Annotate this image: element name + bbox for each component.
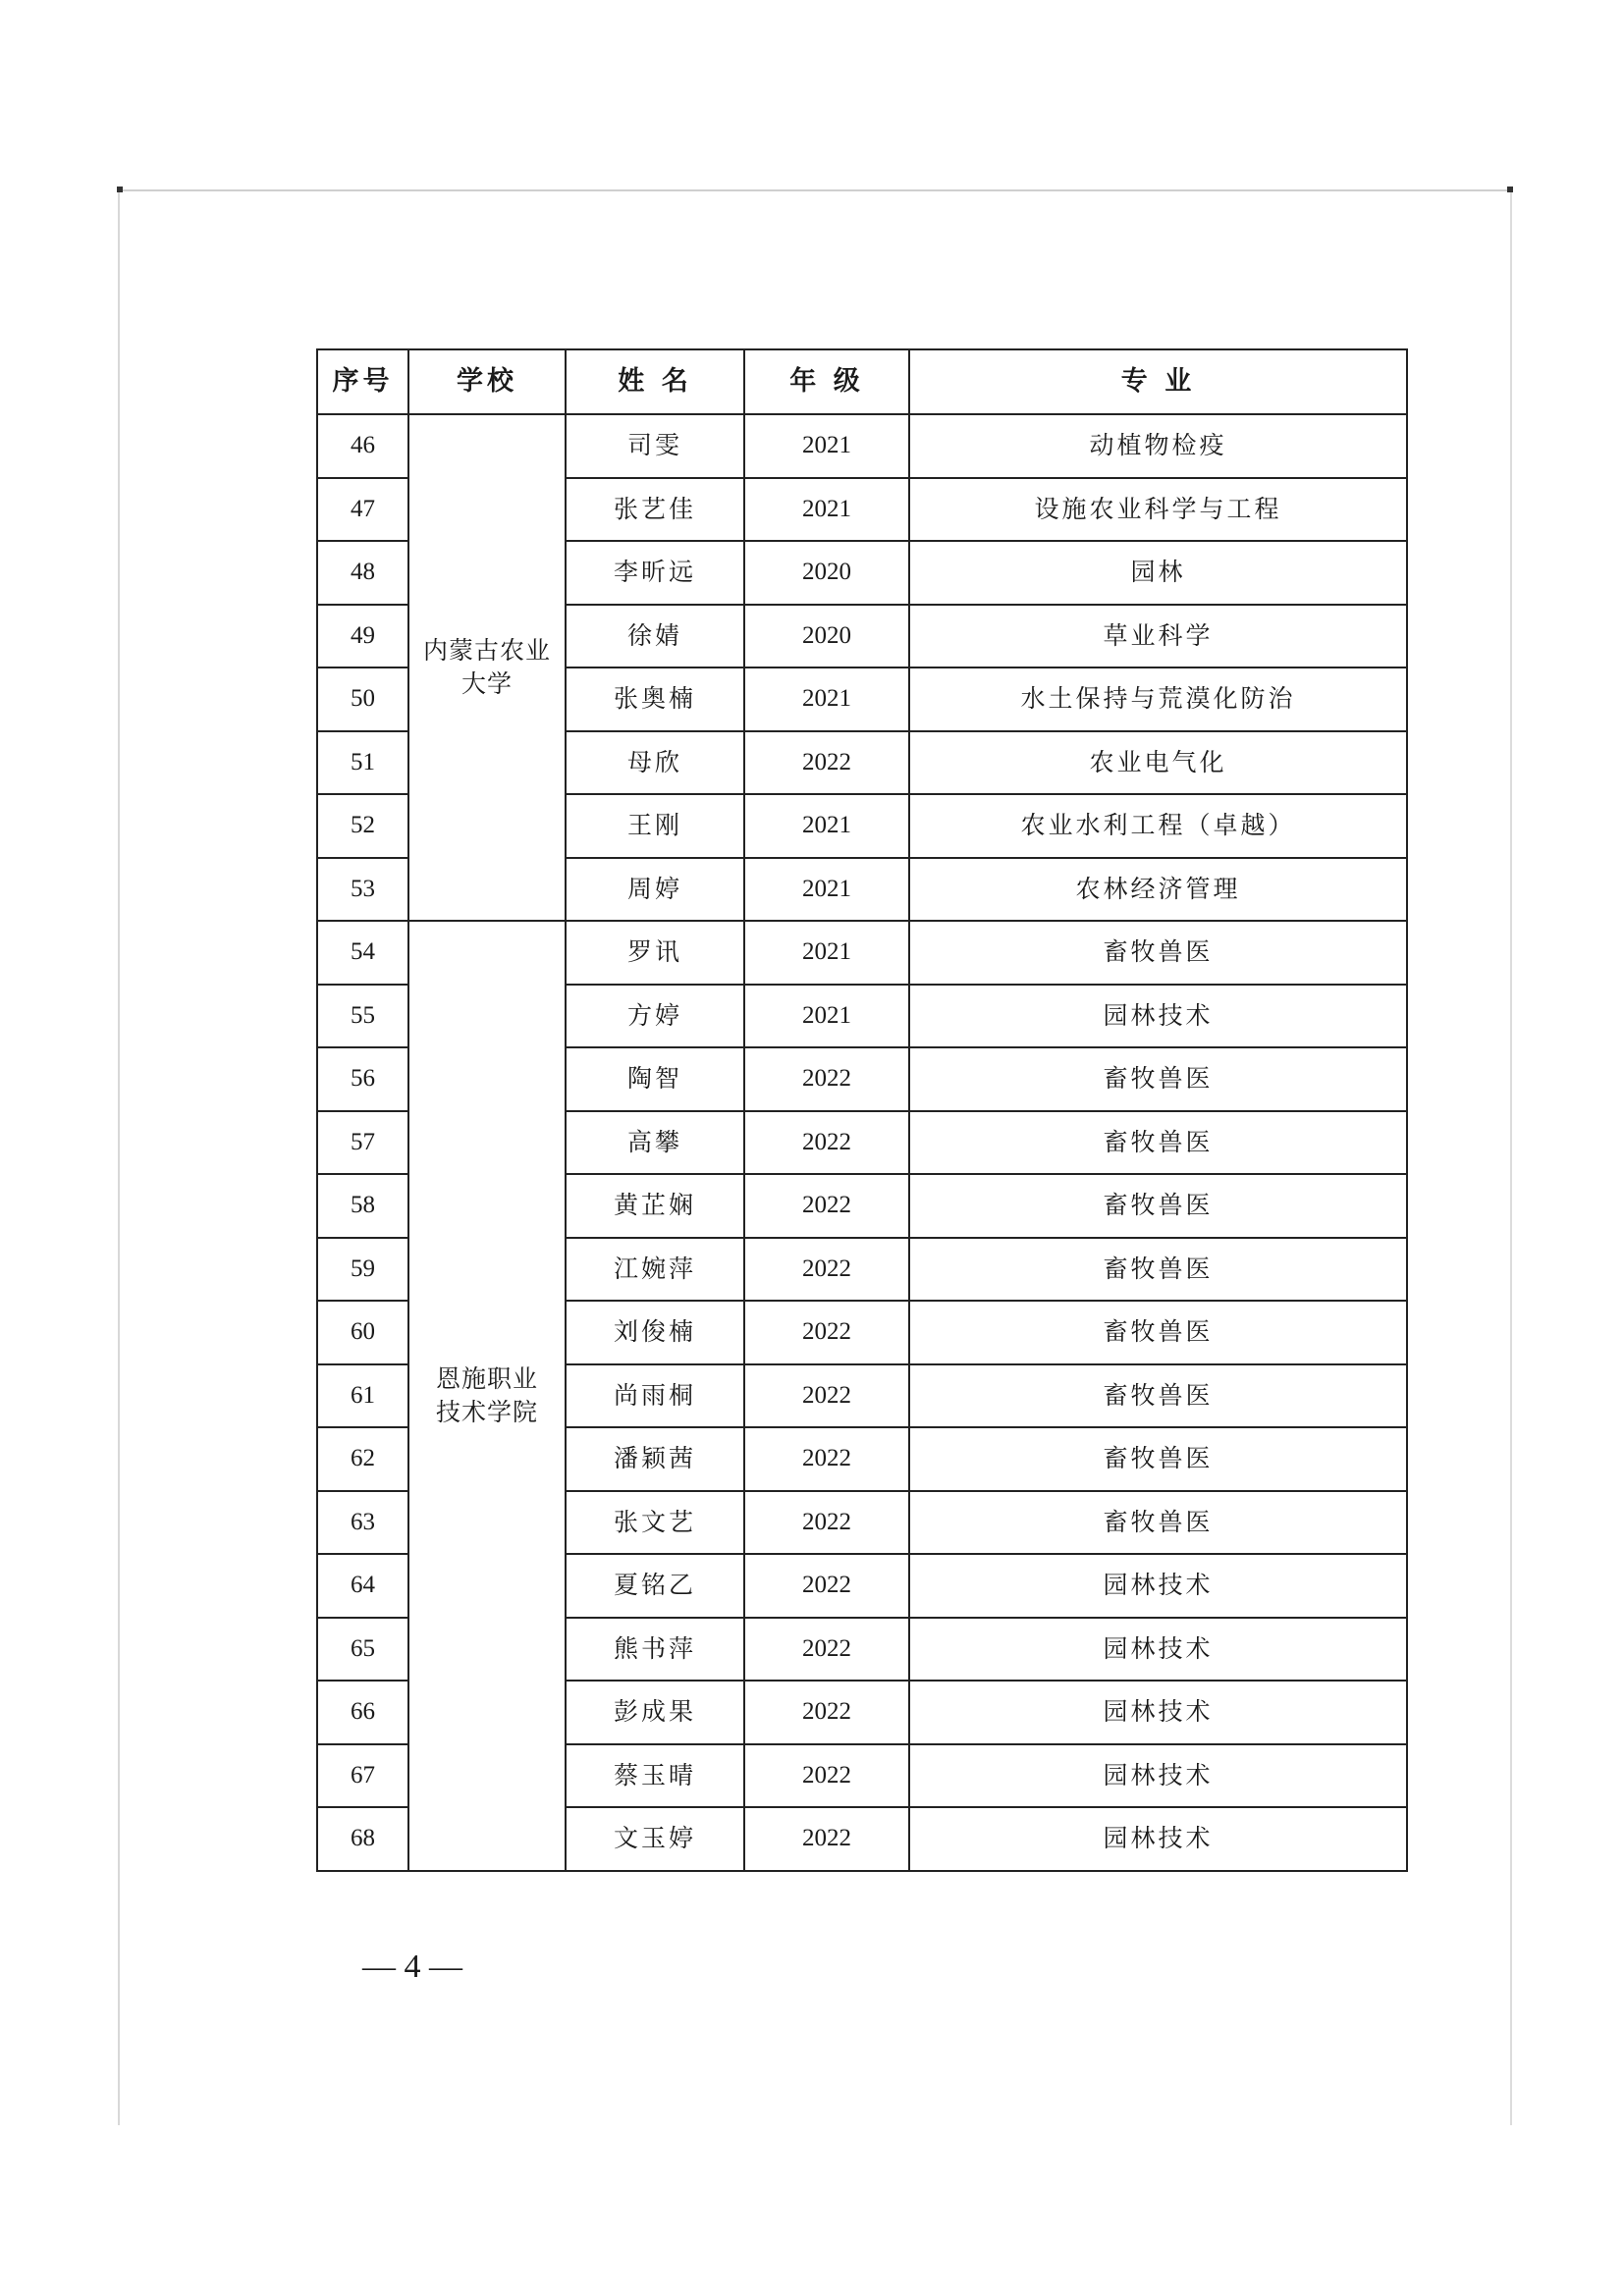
student-grade: 2022 <box>744 1744 909 1808</box>
row-number: 68 <box>317 1807 408 1871</box>
student-grade: 2022 <box>744 1238 909 1302</box>
header-index: 序号 <box>317 349 408 414</box>
row-number: 64 <box>317 1554 408 1618</box>
student-major: 园林 <box>909 541 1407 605</box>
table-header-row <box>317 349 1407 414</box>
student-grade: 2020 <box>744 541 909 605</box>
student-major: 园林技术 <box>909 1807 1407 1871</box>
corner-mark <box>117 187 123 192</box>
page-number: — 4 — <box>362 1949 462 1985</box>
row-number: 66 <box>317 1681 408 1744</box>
student-name: 江婉萍 <box>566 1238 744 1302</box>
row-number: 60 <box>317 1301 408 1364</box>
row-number: 52 <box>317 794 408 858</box>
student-major: 畜牧兽医 <box>909 1111 1407 1175</box>
row-number: 67 <box>317 1744 408 1808</box>
student-name: 王刚 <box>566 794 744 858</box>
student-major: 园林技术 <box>909 1618 1407 1682</box>
table-row <box>317 921 1407 985</box>
row-number: 58 <box>317 1174 408 1238</box>
table-body <box>317 414 1407 1871</box>
student-name: 张奥楠 <box>566 667 744 731</box>
student-major: 畜牧兽医 <box>909 1047 1407 1111</box>
student-major: 园林技术 <box>909 985 1407 1048</box>
student-grade: 2022 <box>744 731 909 795</box>
row-number: 65 <box>317 1618 408 1682</box>
student-grade: 2021 <box>744 667 909 731</box>
student-grade: 2022 <box>744 1427 909 1491</box>
scan-edge-right <box>1510 191 1512 2125</box>
student-name: 张文艺 <box>566 1491 744 1555</box>
row-number: 61 <box>317 1364 408 1428</box>
header-major: 专 业 <box>909 349 1407 414</box>
student-grade: 2022 <box>744 1047 909 1111</box>
student-major: 设施农业科学与工程 <box>909 478 1407 542</box>
row-number: 50 <box>317 667 408 731</box>
student-name: 司雯 <box>566 414 744 478</box>
student-major: 动植物检疫 <box>909 414 1407 478</box>
student-grade: 2022 <box>744 1364 909 1428</box>
table-row <box>317 414 1407 478</box>
student-grade: 2022 <box>744 1807 909 1871</box>
row-number: 55 <box>317 985 408 1048</box>
student-grade: 2022 <box>744 1491 909 1555</box>
row-number: 59 <box>317 1238 408 1302</box>
student-name: 李昕远 <box>566 541 744 605</box>
student-grade: 2022 <box>744 1554 909 1618</box>
row-number: 51 <box>317 731 408 795</box>
student-name: 陶智 <box>566 1047 744 1111</box>
student-major: 畜牧兽医 <box>909 1427 1407 1491</box>
student-grade: 2021 <box>744 985 909 1048</box>
student-major: 畜牧兽医 <box>909 921 1407 985</box>
row-number: 53 <box>317 858 408 922</box>
student-major: 畜牧兽医 <box>909 1238 1407 1302</box>
student-major: 畜牧兽医 <box>909 1301 1407 1364</box>
student-major: 园林技术 <box>909 1554 1407 1618</box>
student-name: 熊书萍 <box>566 1618 744 1682</box>
student-grade: 2021 <box>744 794 909 858</box>
student-grade: 2021 <box>744 858 909 922</box>
student-major: 畜牧兽医 <box>909 1174 1407 1238</box>
scan-edge-left <box>118 191 120 2125</box>
student-grade: 2022 <box>744 1618 909 1682</box>
header-grade: 年 级 <box>744 349 909 414</box>
student-name: 罗讯 <box>566 921 744 985</box>
school-name-line: 内蒙古农业 <box>422 636 551 666</box>
student-name: 尚雨桐 <box>566 1364 744 1428</box>
student-grade: 2022 <box>744 1174 909 1238</box>
student-name: 夏铭乙 <box>566 1554 744 1618</box>
student-major: 农业电气化 <box>909 731 1407 795</box>
student-name: 周婷 <box>566 858 744 922</box>
student-name: 文玉婷 <box>566 1807 744 1871</box>
student-major: 畜牧兽医 <box>909 1364 1407 1428</box>
student-grade: 2022 <box>744 1681 909 1744</box>
student-name: 蔡玉晴 <box>566 1744 744 1808</box>
row-number: 49 <box>317 605 408 668</box>
row-number: 63 <box>317 1491 408 1555</box>
student-name: 高攀 <box>566 1111 744 1175</box>
header-name: 姓 名 <box>566 349 744 414</box>
row-number: 47 <box>317 478 408 542</box>
student-name: 彭成果 <box>566 1681 744 1744</box>
student-major: 水土保持与荒漠化防治 <box>909 667 1407 731</box>
scan-edge-top <box>118 189 1512 191</box>
student-major: 农业水利工程（卓越） <box>909 794 1407 858</box>
student-grade: 2020 <box>744 605 909 668</box>
row-number: 54 <box>317 921 408 985</box>
school-cell <box>408 921 566 1871</box>
student-major: 畜牧兽医 <box>909 1491 1407 1555</box>
row-number: 57 <box>317 1111 408 1175</box>
student-grade: 2021 <box>744 921 909 985</box>
student-major: 园林技术 <box>909 1681 1407 1744</box>
school-name-line: 技术学院 <box>435 1397 538 1426</box>
student-name: 张艺佳 <box>566 478 744 542</box>
corner-mark <box>1507 187 1513 192</box>
row-number: 56 <box>317 1047 408 1111</box>
student-grade: 2022 <box>744 1111 909 1175</box>
student-grade: 2021 <box>744 414 909 478</box>
school-name-line: 恩施职业 <box>435 1364 538 1393</box>
student-name: 母欣 <box>566 731 744 795</box>
student-name: 方婷 <box>566 985 744 1048</box>
row-number: 46 <box>317 414 408 478</box>
student-major: 园林技术 <box>909 1744 1407 1808</box>
student-name: 徐婧 <box>566 605 744 668</box>
student-major: 农林经济管理 <box>909 858 1407 922</box>
student-major: 草业科学 <box>909 605 1407 668</box>
student-grade: 2021 <box>744 478 909 542</box>
student-name: 潘颖茜 <box>566 1427 744 1491</box>
school-name-line: 大学 <box>460 669 513 698</box>
school-cell <box>408 414 566 921</box>
student-name: 黄芷娴 <box>566 1174 744 1238</box>
student-grade: 2022 <box>744 1301 909 1364</box>
student-roster-table <box>316 348 1408 1872</box>
row-number: 48 <box>317 541 408 605</box>
header-school: 学校 <box>408 349 566 414</box>
student-name: 刘俊楠 <box>566 1301 744 1364</box>
row-number: 62 <box>317 1427 408 1491</box>
